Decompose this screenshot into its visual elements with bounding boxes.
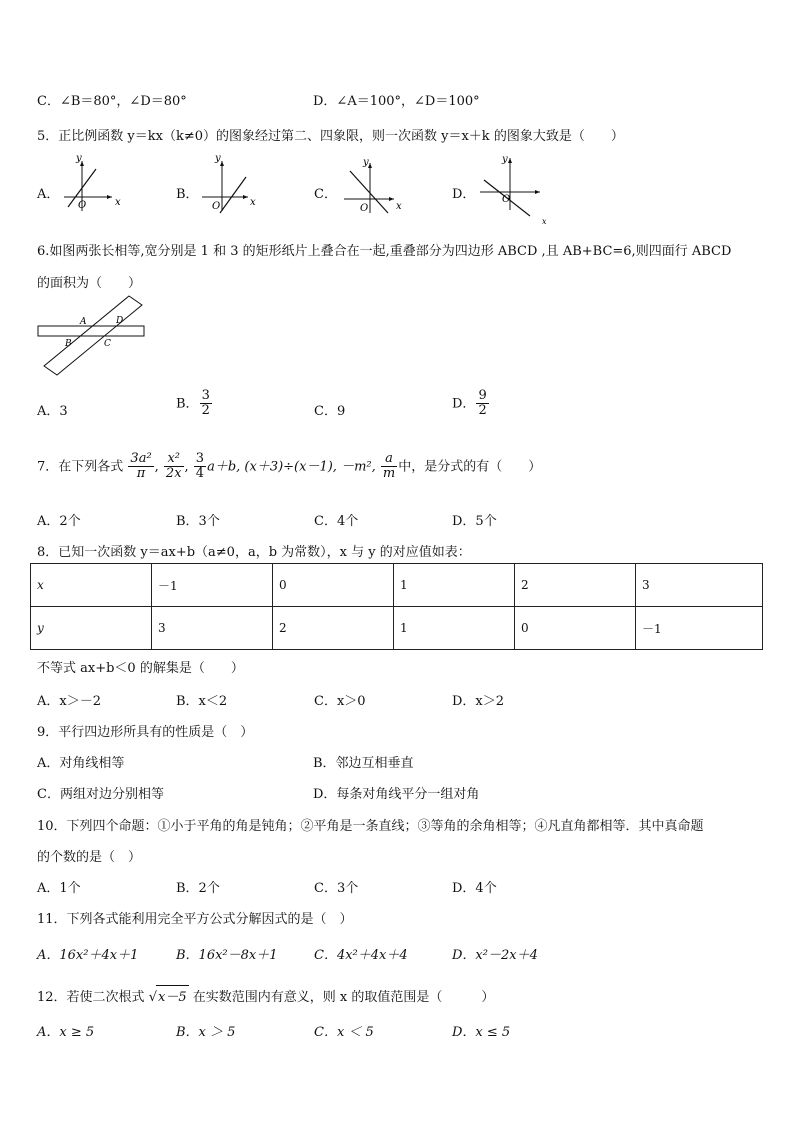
q7-f4-num: a <box>381 452 397 467</box>
q7-f3-den: 4 <box>195 466 205 482</box>
q7-stem: 7．在下列各式 $\frac{\text{3a²}}{\pi}$ , $\frac{\text{x²}}{2x}$ , $\frac{3}{4}$ a＋b, (x＋3)÷(x－1), －m², $\frac{a}{m}$ 中，是分式的有（ ） <box>37 451 542 482</box>
sqrt-sign-icon: √ <box>148 990 157 1005</box>
q10-option-d: D．4个 <box>452 881 497 896</box>
q7-option-c: C．4个 <box>314 514 359 529</box>
q5-a-y-label: y <box>76 153 82 164</box>
q10-option-a: A．1个 <box>37 881 81 896</box>
q5-a-x-label: x <box>115 197 121 208</box>
q8-option-d: D．x＞2 <box>452 694 505 709</box>
q5-c-origin-label: O <box>360 203 369 214</box>
q11-stem: 11．下列各式能利用完全平方公式分解因式的是（ ） <box>37 912 353 927</box>
q5-d-x-label: x <box>542 217 547 226</box>
q8-stem: 8．已知一次函数 y＝ax+b（a≠0，a，b 为常数），x 与 y 的对应值如表： <box>37 545 471 560</box>
q5-a-origin-label: O <box>78 200 87 211</box>
q5-graph-c <box>340 155 410 215</box>
q6-option-a: A．3 <box>37 404 68 419</box>
table-cell: 0 <box>515 607 636 650</box>
table-cell: 2 <box>273 607 394 650</box>
q7-f1-num: 3a² <box>130 451 152 466</box>
q6-stem-line1: 6.如图两张长相等,宽分别是 1 和 3 的矩形纸片上叠合在一起,重叠部分为四边形 ABCD ,且 AB+BC=6,则四面行 ABCD <box>37 244 732 259</box>
q11-option-d: D．x²－2x＋4 <box>452 948 538 963</box>
q6-option-d <box>452 389 490 419</box>
q5-d-origin-label: O <box>502 194 511 205</box>
q5-graph-a <box>60 155 130 215</box>
q12-option-b: B．x ＞ 5 <box>176 1025 236 1040</box>
q5-b-x-label: x <box>250 197 256 208</box>
q12-option-d: D．x ≤ 5 <box>452 1025 511 1040</box>
q6-b-denominator: 2 <box>201 403 210 419</box>
q5-graph-b <box>198 155 268 215</box>
q6-d-numerator: 9 <box>478 388 487 403</box>
q7-option-d: D．5个 <box>452 514 497 529</box>
table-cell: －1 <box>152 564 273 607</box>
q9-option-a: A．对角线相等 <box>37 756 125 771</box>
q7-suffix: 中，是分式的有（ ） <box>398 459 542 475</box>
q5-option-a-label: A． <box>37 187 60 202</box>
q6-option-d-prefix: D． <box>452 396 476 412</box>
q8-option-c: C．x＞0 <box>314 694 366 709</box>
q6-label-b: B <box>65 339 72 349</box>
q5-c-x-label: x <box>396 201 402 212</box>
q12-option-a: A．x ≥ 5 <box>37 1025 95 1040</box>
q6-option-b-prefix: B． <box>176 396 199 412</box>
q6-option-b <box>176 389 213 419</box>
table-cell: －1 <box>636 607 763 650</box>
q11-option-b: B．16x²－8x＋1 <box>176 948 278 963</box>
q9-option-d: D．每条对角线平分一组对角 <box>313 787 480 802</box>
q5-b-origin-label: O <box>212 201 221 212</box>
q12-radicand: x－5 <box>156 985 189 1005</box>
table-row <box>31 564 763 607</box>
q5-stem: 5．正比例函数 y＝kx（k≠0）的图象经过第二、四象限，则一次函数 y＝x＋k 的图象大致是（ ） <box>37 129 624 144</box>
q6-b-numerator: 3 <box>201 388 210 403</box>
q11-option-a: A．16x²＋4x＋1 <box>37 948 139 963</box>
table-cell: y <box>31 607 152 650</box>
q8-inequality: 不等式 ax+b＜0 的解集是（ ） <box>37 661 244 676</box>
table-cell: 1 <box>394 607 515 650</box>
table-cell: 0 <box>273 564 394 607</box>
q5-option-b-label: B． <box>176 187 199 202</box>
table-cell: 2 <box>515 564 636 607</box>
q7-mid: a＋b, (x＋3)÷(x－1), －m², <box>207 459 376 475</box>
q6-label-c: C <box>104 339 111 349</box>
q9-option-c: C．两组对边分别相等 <box>37 787 164 802</box>
q7-option-b: B．3个 <box>176 514 220 529</box>
q5-d-y-label: y <box>502 154 508 165</box>
q12-stem-b: 在实数范围内有意义，则 x 的取值范围是（ ） <box>192 990 495 1005</box>
q7-f1-den: π <box>136 466 146 482</box>
q5-option-c-label: C． <box>314 187 337 202</box>
table-row <box>31 607 763 650</box>
q6-label-a: A <box>80 317 87 327</box>
q6-label-d: D <box>116 316 124 326</box>
q8-option-b: B．x＜2 <box>176 694 228 709</box>
table-cell: 3 <box>152 607 273 650</box>
q8-value-table <box>30 563 763 650</box>
q12-stem-a: 12．若使二次根式 <box>37 990 145 1005</box>
q6-figure <box>36 292 151 378</box>
q7-option-a: A．2个 <box>37 514 81 529</box>
q7-f4-den: m <box>382 466 396 482</box>
q6-stem-line2: 的面积为（ ） <box>37 276 142 291</box>
table-cell: 1 <box>394 564 515 607</box>
q5-c-y-label: y <box>363 157 369 168</box>
q5-option-d-label: D． <box>452 187 476 202</box>
q10-stem-line1: 10．下列四个命题：①小于平角的角是钝角；②平角是一条直线；③等角的余角相等；④凡直角都相等．其中真命题 <box>37 819 704 834</box>
q7-f2-den: 2x <box>165 466 182 482</box>
q7-prefix: 7．在下列各式 <box>37 459 124 475</box>
q11-option-c: C．4x²＋4x＋4 <box>314 948 408 963</box>
q9-stem: 9．平行四边形所具有的性质是（ ） <box>37 725 254 740</box>
q7-f2-num: x² <box>164 452 184 467</box>
table-cell: x <box>31 564 152 607</box>
q8-option-a: A．x＞－2 <box>37 694 101 709</box>
q10-option-c: C．3个 <box>314 881 359 896</box>
q5-b-y-label: y <box>215 153 221 164</box>
q12-stem <box>37 985 494 1005</box>
q10-option-b: B．2个 <box>176 881 220 896</box>
q4-option-d: D．∠A＝100°，∠D＝100° <box>313 94 480 109</box>
q12-option-c: C．x ＜ 5 <box>314 1025 374 1040</box>
q6-option-c: C．9 <box>314 404 346 419</box>
q4-option-c: C．∠B＝80°，∠D＝80° <box>37 94 187 109</box>
q10-stem-line2: 的个数的是（ ） <box>37 850 142 865</box>
table-cell: 3 <box>636 564 763 607</box>
q5-graph-d <box>476 152 551 224</box>
q6-d-denominator: 2 <box>478 403 487 419</box>
q7-f3-num: 3 <box>195 451 205 466</box>
q9-option-b: B．邻边互相垂直 <box>313 756 414 771</box>
